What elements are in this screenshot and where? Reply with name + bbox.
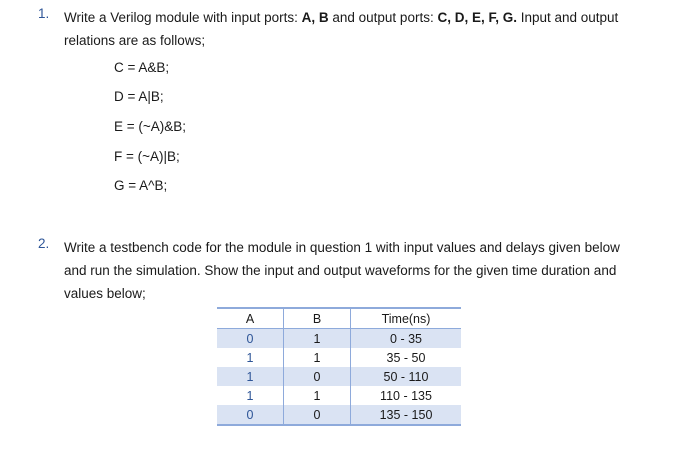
cell-a: 1 xyxy=(217,367,284,386)
equation-f: F = (~A)|B; xyxy=(114,149,180,164)
question-1-line-2: relations are as follows; xyxy=(64,33,206,48)
cell-b: 0 xyxy=(284,405,351,425)
question-2-line-3: values below; xyxy=(64,286,146,301)
cell-time: 0 - 35 xyxy=(351,329,462,349)
timing-table xyxy=(217,307,461,426)
cell-a: 1 xyxy=(217,348,284,367)
cell-b: 1 xyxy=(284,386,351,405)
cell-time: 135 - 150 xyxy=(351,405,462,425)
question-2-text xyxy=(64,236,676,305)
cell-b: 1 xyxy=(284,348,351,367)
table-row xyxy=(217,367,461,386)
table-row xyxy=(217,386,461,405)
cell-a: 0 xyxy=(217,329,284,349)
header-b: B xyxy=(284,308,351,329)
header-time: Time(ns) xyxy=(351,308,462,329)
input-ports: A, B xyxy=(301,10,329,25)
question-2-line-1: Write a testbench code for the module in question 1 with input values and delays given below xyxy=(64,240,620,255)
output-ports: C, D, E, F, G. xyxy=(437,10,517,25)
header-a: A xyxy=(217,308,284,329)
question-1-number: 1. xyxy=(38,6,50,21)
table-row xyxy=(217,348,461,367)
question-2-line-2: and run the simulation. Show the input and output waveforms for the given time duration and xyxy=(64,263,617,278)
cell-time: 50 - 110 xyxy=(351,367,462,386)
cell-b: 1 xyxy=(284,329,351,349)
equation-c: C = A&B; xyxy=(114,60,170,75)
question-1-line-1: Write a Verilog module with input ports: A, B and output ports: C, D, E, F, G. Input and output xyxy=(64,10,619,25)
cell-a: 0 xyxy=(217,405,284,425)
equation-e: E = (~A)&B; xyxy=(114,119,187,134)
table-row xyxy=(217,329,461,349)
question-1-text xyxy=(64,6,676,52)
question-2-number: 2. xyxy=(38,236,50,251)
equation-g: G = A^B; xyxy=(114,178,168,193)
table-header-row xyxy=(217,308,461,329)
cell-time: 110 - 135 xyxy=(380,388,432,403)
cell-time: 35 - 50 xyxy=(386,350,426,365)
cell-b: 0 xyxy=(284,367,351,386)
table-row xyxy=(217,405,461,425)
cell-a: 1 xyxy=(217,386,284,405)
equation-d: D = A|B; xyxy=(114,89,164,104)
